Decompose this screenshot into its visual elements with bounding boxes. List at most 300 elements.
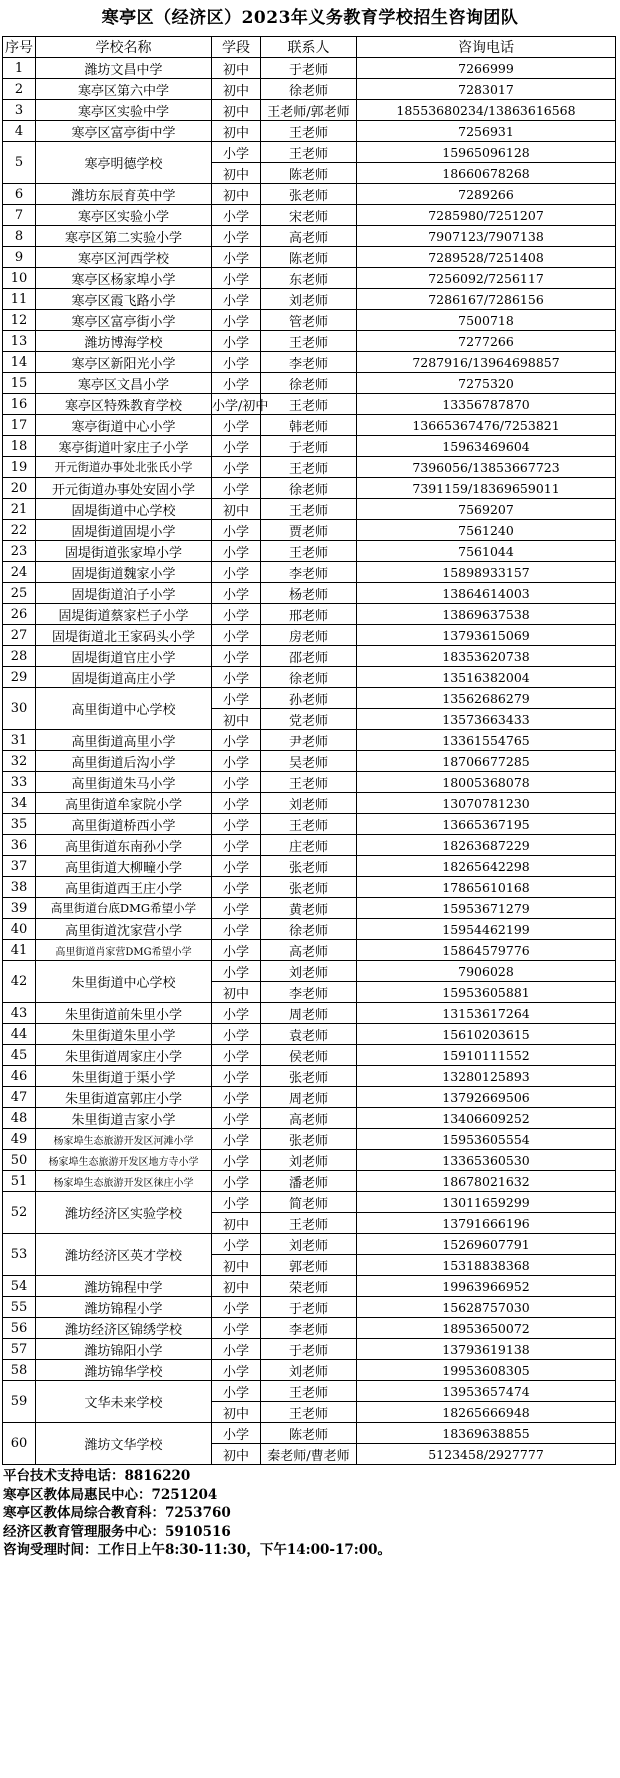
- school-stage: 小学: [212, 436, 261, 457]
- consult-phone: 18553680234/13863616568: [357, 100, 616, 121]
- school-stage: 小学: [212, 1150, 261, 1171]
- row-number: 29: [3, 667, 36, 688]
- school-name: 固堤街道魏家小学: [36, 562, 212, 583]
- contact-person: 侯老师: [261, 1045, 357, 1066]
- contact-person: 王老师: [261, 814, 357, 835]
- school-name: 寒亭区富亭街中学: [36, 121, 212, 142]
- school-name: 文华未来学校: [36, 1381, 212, 1423]
- school-stage: 小学: [212, 1234, 261, 1255]
- contact-person: 刘老师: [261, 961, 357, 982]
- contact-person: 袁老师: [261, 1024, 357, 1045]
- school-stage: 初中: [212, 709, 261, 730]
- school-name: 高里街道牟家院小学: [36, 793, 212, 814]
- row-number: 43: [3, 1003, 36, 1024]
- contact-person: 李老师: [261, 352, 357, 373]
- row-number: 12: [3, 310, 36, 331]
- school-stage: 小学: [212, 667, 261, 688]
- consult-phone: 18660678268: [357, 163, 616, 184]
- school-name: 高里街道东南孙小学: [36, 835, 212, 856]
- economic-zone-center-phone: 经济区教育管理服务中心：5910516: [3, 1523, 231, 1540]
- row-number: 15: [3, 373, 36, 394]
- school-stage: 小学: [212, 793, 261, 814]
- row-number: 45: [3, 1045, 36, 1066]
- contact-person: 张老师: [261, 184, 357, 205]
- consultation-table: [2, 36, 616, 1465]
- row-number: 20: [3, 478, 36, 499]
- row-number: 51: [3, 1171, 36, 1192]
- contact-person: 于老师: [261, 1339, 357, 1360]
- contact-person: 徐老师: [261, 79, 357, 100]
- school-name: 寒亭区新阳光小学: [36, 352, 212, 373]
- row-number: 7: [3, 205, 36, 226]
- row-number: 22: [3, 520, 36, 541]
- contact-person: 秦老师/曹老师: [261, 1444, 357, 1465]
- table-row: [3, 898, 616, 919]
- consult-phone: 13791666196: [357, 1213, 616, 1234]
- contact-person: 于老师: [261, 58, 357, 79]
- contact-person: 徐老师: [261, 478, 357, 499]
- consult-phone: 15864579776: [357, 940, 616, 961]
- table-row: [3, 226, 616, 247]
- school-name: 朱里街道中心学校: [36, 961, 212, 1003]
- row-number: 17: [3, 415, 36, 436]
- consult-phone: 18263687229: [357, 835, 616, 856]
- contact-person: 邵老师: [261, 646, 357, 667]
- consult-phone: 13793619138: [357, 1339, 616, 1360]
- table-row: [3, 310, 616, 331]
- consult-phone: 15269607791: [357, 1234, 616, 1255]
- school-name: 寒亭街道中心小学: [36, 415, 212, 436]
- row-number: 47: [3, 1087, 36, 1108]
- consult-phone: 18005368078: [357, 772, 616, 793]
- consult-phone: 15318838368: [357, 1255, 616, 1276]
- row-number: 31: [3, 730, 36, 751]
- header-stage: 学段: [212, 37, 261, 58]
- consult-phone: 7277266: [357, 331, 616, 352]
- school-name: 寒亭区河西学校: [36, 247, 212, 268]
- school-stage: 小学: [212, 478, 261, 499]
- school-stage: 小学: [212, 1423, 261, 1444]
- school-stage: 小学: [212, 415, 261, 436]
- contact-person: 周老师: [261, 1003, 357, 1024]
- contact-person: 刘老师: [261, 1234, 357, 1255]
- school-stage: 小学: [212, 1108, 261, 1129]
- consult-phone: 13516382004: [357, 667, 616, 688]
- row-number: 18: [3, 436, 36, 457]
- school-name: 杨家埠生态旅游开发区地方寺小学: [36, 1150, 212, 1171]
- table-row: [3, 1045, 616, 1066]
- contact-person: 王老师: [261, 394, 357, 415]
- contact-person: 李老师: [261, 1318, 357, 1339]
- consult-phone: 13365360530: [357, 1150, 616, 1171]
- table-header-row: [3, 37, 616, 58]
- school-stage: 初中: [212, 121, 261, 142]
- contact-person: 刘老师: [261, 1360, 357, 1381]
- school-stage: 小学: [212, 877, 261, 898]
- header-contact: 联系人: [261, 37, 357, 58]
- contact-person: 孙老师: [261, 688, 357, 709]
- school-stage: 小学: [212, 520, 261, 541]
- row-number: 35: [3, 814, 36, 835]
- contact-person: 刘老师: [261, 289, 357, 310]
- table-row: [3, 268, 616, 289]
- row-number: 58: [3, 1360, 36, 1381]
- consult-phone: 7906028: [357, 961, 616, 982]
- school-stage: 初中: [212, 163, 261, 184]
- school-name: 固堤街道北王家码头小学: [36, 625, 212, 646]
- consult-phone: 7396056/13853667723: [357, 457, 616, 478]
- table-row: [3, 877, 616, 898]
- school-stage: 小学: [212, 856, 261, 877]
- school-name: 高里街道西王庄小学: [36, 877, 212, 898]
- row-number: 25: [3, 583, 36, 604]
- row-number: 23: [3, 541, 36, 562]
- contact-person: 高老师: [261, 226, 357, 247]
- table-row: [3, 667, 616, 688]
- consult-phone: 15954462199: [357, 919, 616, 940]
- school-name: 朱里街道富郭庄小学: [36, 1087, 212, 1108]
- consult-phone: 18369638855: [357, 1423, 616, 1444]
- contact-person: 邢老师: [261, 604, 357, 625]
- consult-phone: 18678021632: [357, 1171, 616, 1192]
- table-row: [3, 79, 616, 100]
- contact-person: 杨老师: [261, 583, 357, 604]
- row-number: 19: [3, 457, 36, 478]
- school-name: 潍坊经济区实验学校: [36, 1192, 212, 1234]
- contact-person: 王老师: [261, 121, 357, 142]
- table-row: [3, 1360, 616, 1381]
- school-stage: 初中: [212, 1402, 261, 1423]
- school-name: 朱里街道前朱里小学: [36, 1003, 212, 1024]
- row-number: 16: [3, 394, 36, 415]
- school-stage: 小学: [212, 1024, 261, 1045]
- table-row: [3, 478, 616, 499]
- school-stage: 小学: [212, 142, 261, 163]
- contact-person: 刘老师: [261, 793, 357, 814]
- table-row: [3, 1423, 616, 1444]
- contact-person: 陈老师: [261, 247, 357, 268]
- row-number: 34: [3, 793, 36, 814]
- table-row: [3, 772, 616, 793]
- contact-person: 王老师: [261, 1381, 357, 1402]
- consult-phone: 7561240: [357, 520, 616, 541]
- row-number: 28: [3, 646, 36, 667]
- row-number: 21: [3, 499, 36, 520]
- school-stage: 小学: [212, 898, 261, 919]
- row-number: 8: [3, 226, 36, 247]
- school-stage: 小学: [212, 1381, 261, 1402]
- consult-phone: 7289528/7251408: [357, 247, 616, 268]
- table-row: [3, 1066, 616, 1087]
- consult-phone: 18706677285: [357, 751, 616, 772]
- school-stage: 小学: [212, 814, 261, 835]
- school-name: 寒亭区特殊教育学校: [36, 394, 212, 415]
- contact-person: 张老师: [261, 856, 357, 877]
- school-name: 高里街道高里小学: [36, 730, 212, 751]
- row-number: 2: [3, 79, 36, 100]
- contact-person: 王老师/郭老师: [261, 100, 357, 121]
- contact-person: 王老师: [261, 541, 357, 562]
- consult-phone: 19963966952: [357, 1276, 616, 1297]
- table-row: [3, 1024, 616, 1045]
- row-number: 24: [3, 562, 36, 583]
- school-stage: 初中: [212, 1276, 261, 1297]
- table-row: [3, 646, 616, 667]
- table-row: [3, 604, 616, 625]
- consult-phone: 7285980/7251207: [357, 205, 616, 226]
- service-hours: 咨询受理时间：工作日上午8:30-11:30，下午14:00-17:00。: [3, 1542, 392, 1558]
- table-row: [3, 625, 616, 646]
- row-number: 14: [3, 352, 36, 373]
- school-stage: 小学: [212, 919, 261, 940]
- table-row: [3, 1318, 616, 1339]
- school-stage: 小学: [212, 331, 261, 352]
- table-row: [3, 961, 616, 982]
- school-stage: 小学: [212, 247, 261, 268]
- school-stage: 初中: [212, 1444, 261, 1465]
- school-name: 寒亭区杨家埠小学: [36, 268, 212, 289]
- table-row: [3, 1297, 616, 1318]
- row-number: 56: [3, 1318, 36, 1339]
- table-row: [3, 1129, 616, 1150]
- table-row: [3, 835, 616, 856]
- school-stage: 小学: [212, 352, 261, 373]
- school-stage: 小学: [212, 751, 261, 772]
- consult-phone: 7256092/7256117: [357, 268, 616, 289]
- row-number: 10: [3, 268, 36, 289]
- school-name: 潍坊经济区锦绣学校: [36, 1318, 212, 1339]
- school-name: 固堤街道泊子小学: [36, 583, 212, 604]
- contact-person: 周老师: [261, 1087, 357, 1108]
- consult-phone: 7266999: [357, 58, 616, 79]
- contact-person: 潘老师: [261, 1171, 357, 1192]
- header-phone: 咨询电话: [357, 37, 616, 58]
- row-number: 52: [3, 1192, 36, 1234]
- school-name: 朱里街道周家庄小学: [36, 1045, 212, 1066]
- contact-person: 王老师: [261, 457, 357, 478]
- consult-phone: 7286167/7286156: [357, 289, 616, 310]
- contact-person: 韩老师: [261, 415, 357, 436]
- school-stage: 小学: [212, 772, 261, 793]
- contact-person: 徐老师: [261, 919, 357, 940]
- row-number: 42: [3, 961, 36, 1003]
- school-stage: 小学: [212, 268, 261, 289]
- contact-person: 陈老师: [261, 1423, 357, 1444]
- table-row: [3, 562, 616, 583]
- consult-phone: 7569207: [357, 499, 616, 520]
- contact-person: 高老师: [261, 1108, 357, 1129]
- row-number: 59: [3, 1381, 36, 1423]
- row-number: 48: [3, 1108, 36, 1129]
- school-stage: 小学: [212, 1129, 261, 1150]
- school-name: 固堤街道高庄小学: [36, 667, 212, 688]
- contact-person: 王老师: [261, 772, 357, 793]
- school-name: 寒亭区文昌小学: [36, 373, 212, 394]
- row-number: 6: [3, 184, 36, 205]
- consult-phone: 13793615069: [357, 625, 616, 646]
- consult-phone: 7289266: [357, 184, 616, 205]
- education-section-phone: 寒亭区教体局综合教育科：7253760: [3, 1505, 231, 1521]
- contact-person: 郭老师: [261, 1255, 357, 1276]
- row-number: 39: [3, 898, 36, 919]
- school-stage: 小学: [212, 373, 261, 394]
- school-name: 朱里街道于渠小学: [36, 1066, 212, 1087]
- row-number: 41: [3, 940, 36, 961]
- table-row: [3, 1171, 616, 1192]
- consult-phone: 7256931: [357, 121, 616, 142]
- school-stage: 小学: [212, 310, 261, 331]
- school-stage: 小学: [212, 1066, 261, 1087]
- consult-phone: 7561044: [357, 541, 616, 562]
- consult-phone: 19953608305: [357, 1360, 616, 1381]
- consult-phone: 15610203615: [357, 1024, 616, 1045]
- consult-phone: 13153617264: [357, 1003, 616, 1024]
- page-title: 寒亭区（经济区）2023年义务教育学校招生咨询团队: [101, 8, 519, 28]
- school-stage: 小学: [212, 604, 261, 625]
- contact-person: 尹老师: [261, 730, 357, 751]
- school-name: 固堤街道固堤小学: [36, 520, 212, 541]
- table-row: [3, 352, 616, 373]
- consult-phone: 13792669506: [357, 1087, 616, 1108]
- contact-person: 徐老师: [261, 373, 357, 394]
- table-row: [3, 1276, 616, 1297]
- contact-person: 徐老师: [261, 667, 357, 688]
- table-row: [3, 1003, 616, 1024]
- table-row: [3, 541, 616, 562]
- table-row: [3, 583, 616, 604]
- contact-person: 张老师: [261, 1129, 357, 1150]
- school-name: 寒亭区实验中学: [36, 100, 212, 121]
- row-number: 50: [3, 1150, 36, 1171]
- consult-phone: 18353620738: [357, 646, 616, 667]
- row-number: 44: [3, 1024, 36, 1045]
- row-number: 49: [3, 1129, 36, 1150]
- row-number: 11: [3, 289, 36, 310]
- row-number: 33: [3, 772, 36, 793]
- school-name: 潍坊博海学校: [36, 331, 212, 352]
- school-name: 开元街道办事处安固小学: [36, 478, 212, 499]
- table-row: [3, 1108, 616, 1129]
- contact-person: 李老师: [261, 562, 357, 583]
- school-stage: 小学: [212, 226, 261, 247]
- school-name: 高里街道桥西小学: [36, 814, 212, 835]
- school-stage: 小学: [212, 1360, 261, 1381]
- contact-person: 王老师: [261, 499, 357, 520]
- contact-person: 简老师: [261, 1192, 357, 1213]
- school-stage: 初中: [212, 58, 261, 79]
- school-stage: 小学: [212, 1339, 261, 1360]
- header-school-name: 学校名称: [36, 37, 212, 58]
- school-name: 潍坊锦程中学: [36, 1276, 212, 1297]
- contact-person: 房老师: [261, 625, 357, 646]
- table-row: [3, 730, 616, 751]
- consult-phone: 13011659299: [357, 1192, 616, 1213]
- school-stage: 初中: [212, 982, 261, 1003]
- school-name: 高里街道大柳疃小学: [36, 856, 212, 877]
- table-row: [3, 751, 616, 772]
- school-name: 寒亭区实验小学: [36, 205, 212, 226]
- row-number: 36: [3, 835, 36, 856]
- consult-phone: 13070781230: [357, 793, 616, 814]
- table-row: [3, 793, 616, 814]
- contact-person: 黄老师: [261, 898, 357, 919]
- row-number: 13: [3, 331, 36, 352]
- contact-person: 张老师: [261, 877, 357, 898]
- contact-person: 张老师: [261, 1066, 357, 1087]
- table-row: [3, 1339, 616, 1360]
- school-stage: 小学: [212, 583, 261, 604]
- row-number: 53: [3, 1234, 36, 1276]
- school-name: 朱里街道吉家小学: [36, 1108, 212, 1129]
- row-number: 1: [3, 58, 36, 79]
- contact-person: 陈老师: [261, 163, 357, 184]
- contact-person: 王老师: [261, 142, 357, 163]
- contact-person: 荣老师: [261, 1276, 357, 1297]
- contact-person: 宋老师: [261, 205, 357, 226]
- school-name: 寒亭区霞飞路小学: [36, 289, 212, 310]
- consult-phone: 18953650072: [357, 1318, 616, 1339]
- school-stage: 小学: [212, 1087, 261, 1108]
- school-name: 寒亭街道叶家庄子小学: [36, 436, 212, 457]
- row-number: 9: [3, 247, 36, 268]
- contact-person: 刘老师: [261, 1150, 357, 1171]
- contact-person: 高老师: [261, 940, 357, 961]
- school-name: 固堤街道蔡家栏子小学: [36, 604, 212, 625]
- school-stage: 小学: [212, 730, 261, 751]
- contact-person: 吴老师: [261, 751, 357, 772]
- consult-phone: 18265666948: [357, 1402, 616, 1423]
- table-row: [3, 394, 616, 415]
- school-name: 寒亭区第六中学: [36, 79, 212, 100]
- table-row: [3, 1234, 616, 1255]
- consult-phone: 15953605881: [357, 982, 616, 1003]
- school-name: 高里街道中心学校: [36, 688, 212, 730]
- consult-phone: 13280125893: [357, 1066, 616, 1087]
- consult-phone: 13665367476/7253821: [357, 415, 616, 436]
- school-stage: 小学: [212, 457, 261, 478]
- table-row: [3, 520, 616, 541]
- school-name: 高里街道肖家营DMG希望小学: [36, 940, 212, 961]
- consult-phone: 18265642298: [357, 856, 616, 877]
- table-row: [3, 58, 616, 79]
- consult-phone: 7283017: [357, 79, 616, 100]
- table-row: [3, 814, 616, 835]
- row-number: 38: [3, 877, 36, 898]
- school-stage: 小学: [212, 1171, 261, 1192]
- school-stage: 小学: [212, 625, 261, 646]
- contact-person: 李老师: [261, 982, 357, 1003]
- row-number: 46: [3, 1066, 36, 1087]
- school-stage: 小学: [212, 1192, 261, 1213]
- consult-phone: 13361554765: [357, 730, 616, 751]
- consult-phone: 13869637538: [357, 604, 616, 625]
- header-no: 序号: [3, 37, 36, 58]
- table-row: [3, 184, 616, 205]
- table-body: [3, 58, 616, 1465]
- school-name: 固堤街道官庄小学: [36, 646, 212, 667]
- table-row: [3, 289, 616, 310]
- table-row: [3, 1192, 616, 1213]
- school-stage: 小学: [212, 688, 261, 709]
- contact-person: 东老师: [261, 268, 357, 289]
- table-row: [3, 205, 616, 226]
- school-stage: 小学: [212, 562, 261, 583]
- school-stage: 小学: [212, 940, 261, 961]
- table-row: [3, 331, 616, 352]
- school-stage: 初中: [212, 499, 261, 520]
- contact-person: 于老师: [261, 1297, 357, 1318]
- table-row: [3, 436, 616, 457]
